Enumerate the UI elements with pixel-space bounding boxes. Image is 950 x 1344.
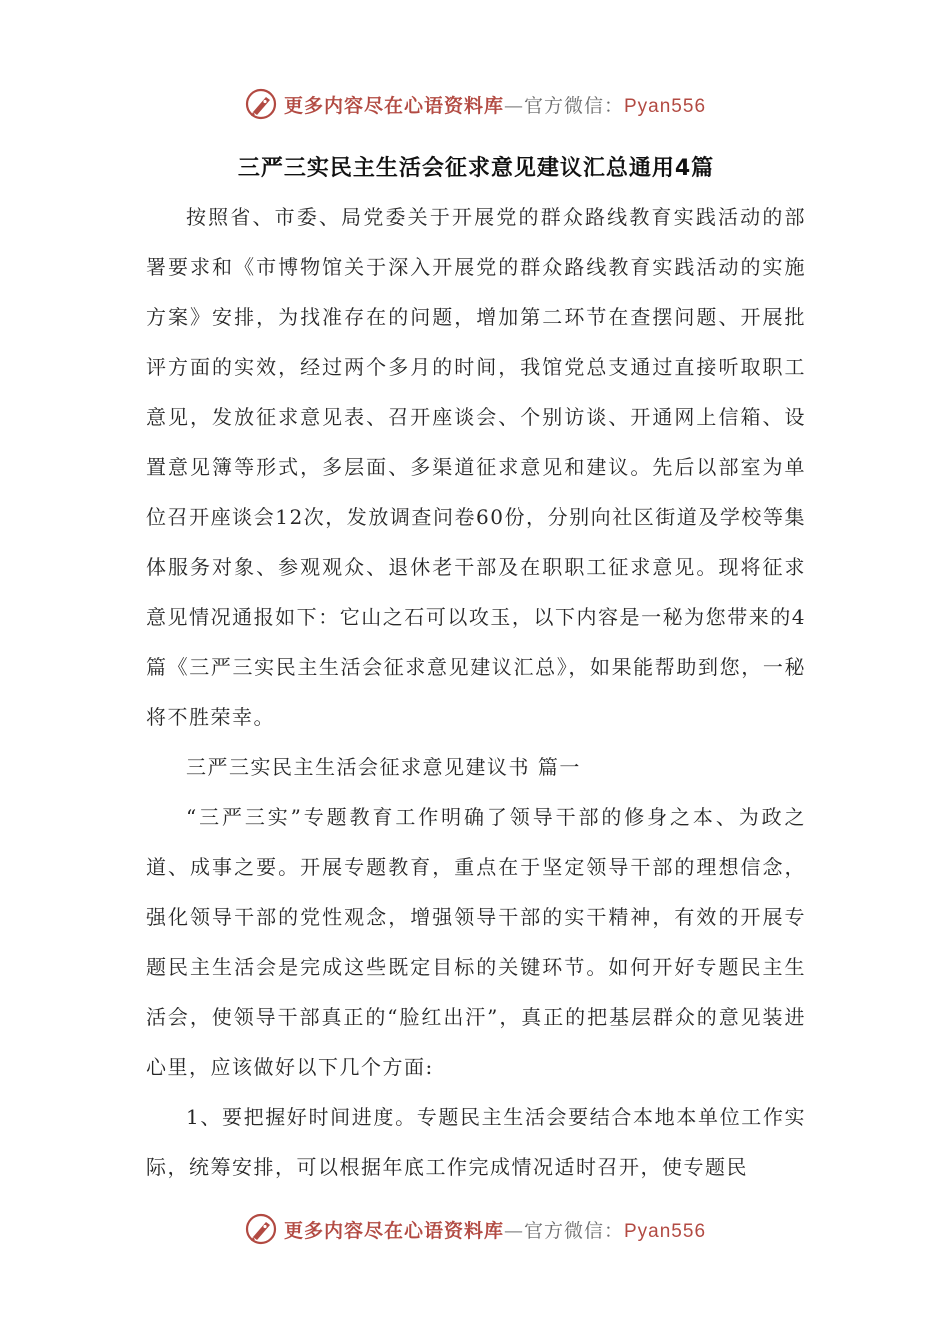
watermark-dash: — [503,1219,524,1242]
intro-paragraph: 按照省、市委、局党委关于开展党的群众路线教育实践活动的部署要求和《市博物馆关于深入开展党的群众路线教育实践活动的实施方案》安排，为找准存在的问题，增加第二环节在查摆问题、开展批评方面的实效，经过两个多月的时间，我馆党总支通过直接听取职工意见，发放征求意见表、召开座谈会、个别访谈、开通网上信箱、设置意见簿等形式，多层面、多渠道征求意见和建议。先后以部室为单位召开座谈会12次，发放调查问卷60份，分别向社区街道及学校等集体服务对象、参观观众、退休老干部及在职职工征求意见。现将征求意见情况通报如下：它山之石可以攻玉，以下内容是一秘为您带来的4篇《三严三实民主生活会征求意见建议汇总》，如果能帮助到您，一秘将不胜荣幸。 [146,205,806,729]
watermark-banner-bottom [0,1207,950,1251]
document-body [146,146,806,1192]
watermark-label: 官方微信： [523,94,624,117]
watermark-text [284,1216,706,1243]
watermark-dash: — [503,94,524,117]
pen-nib-circle-icon [244,87,278,121]
section-heading: 三严三实民主生活会征求意见建议书 篇一 [186,755,581,779]
section-paragraph-2: 1、要把握好时间进度。专题民主生活会要结合本地本单位工作实际，统筹安排，可以根据年底工作完成情况适时召开，使专题民 [146,1105,806,1179]
watermark-text [284,91,706,118]
pen-nib-circle-icon [244,1212,278,1246]
watermark-banner-top [0,82,950,126]
watermark-wechat-id: Pyan556 [624,1220,707,1242]
watermark-main-text: 更多内容尽在心语资料库 [283,94,504,117]
watermark-label: 官方微信： [523,1219,624,1242]
section-paragraph-1: “三严三实”专题教育工作明确了领导干部的修身之本、为政之道、成事之要。开展专题教育，重点在于坚定领导干部的理想信念，强化领导干部的党性观念，增强领导干部的实干精神，有效的开展专题民主生活会是完成这些既定目标的关键环节。如何开好专题民主生活会，使领导干部真正的“脸红出汗”，真正的把基层群众的意见装进心里，应该做好以下几个方面: [146,805,806,1079]
watermark-main-text: 更多内容尽在心语资料库 [283,1219,504,1242]
document-title: 三严三实民主生活会征求意见建议汇总通用4篇 [237,156,715,181]
watermark-wechat-id: Pyan556 [624,95,707,117]
